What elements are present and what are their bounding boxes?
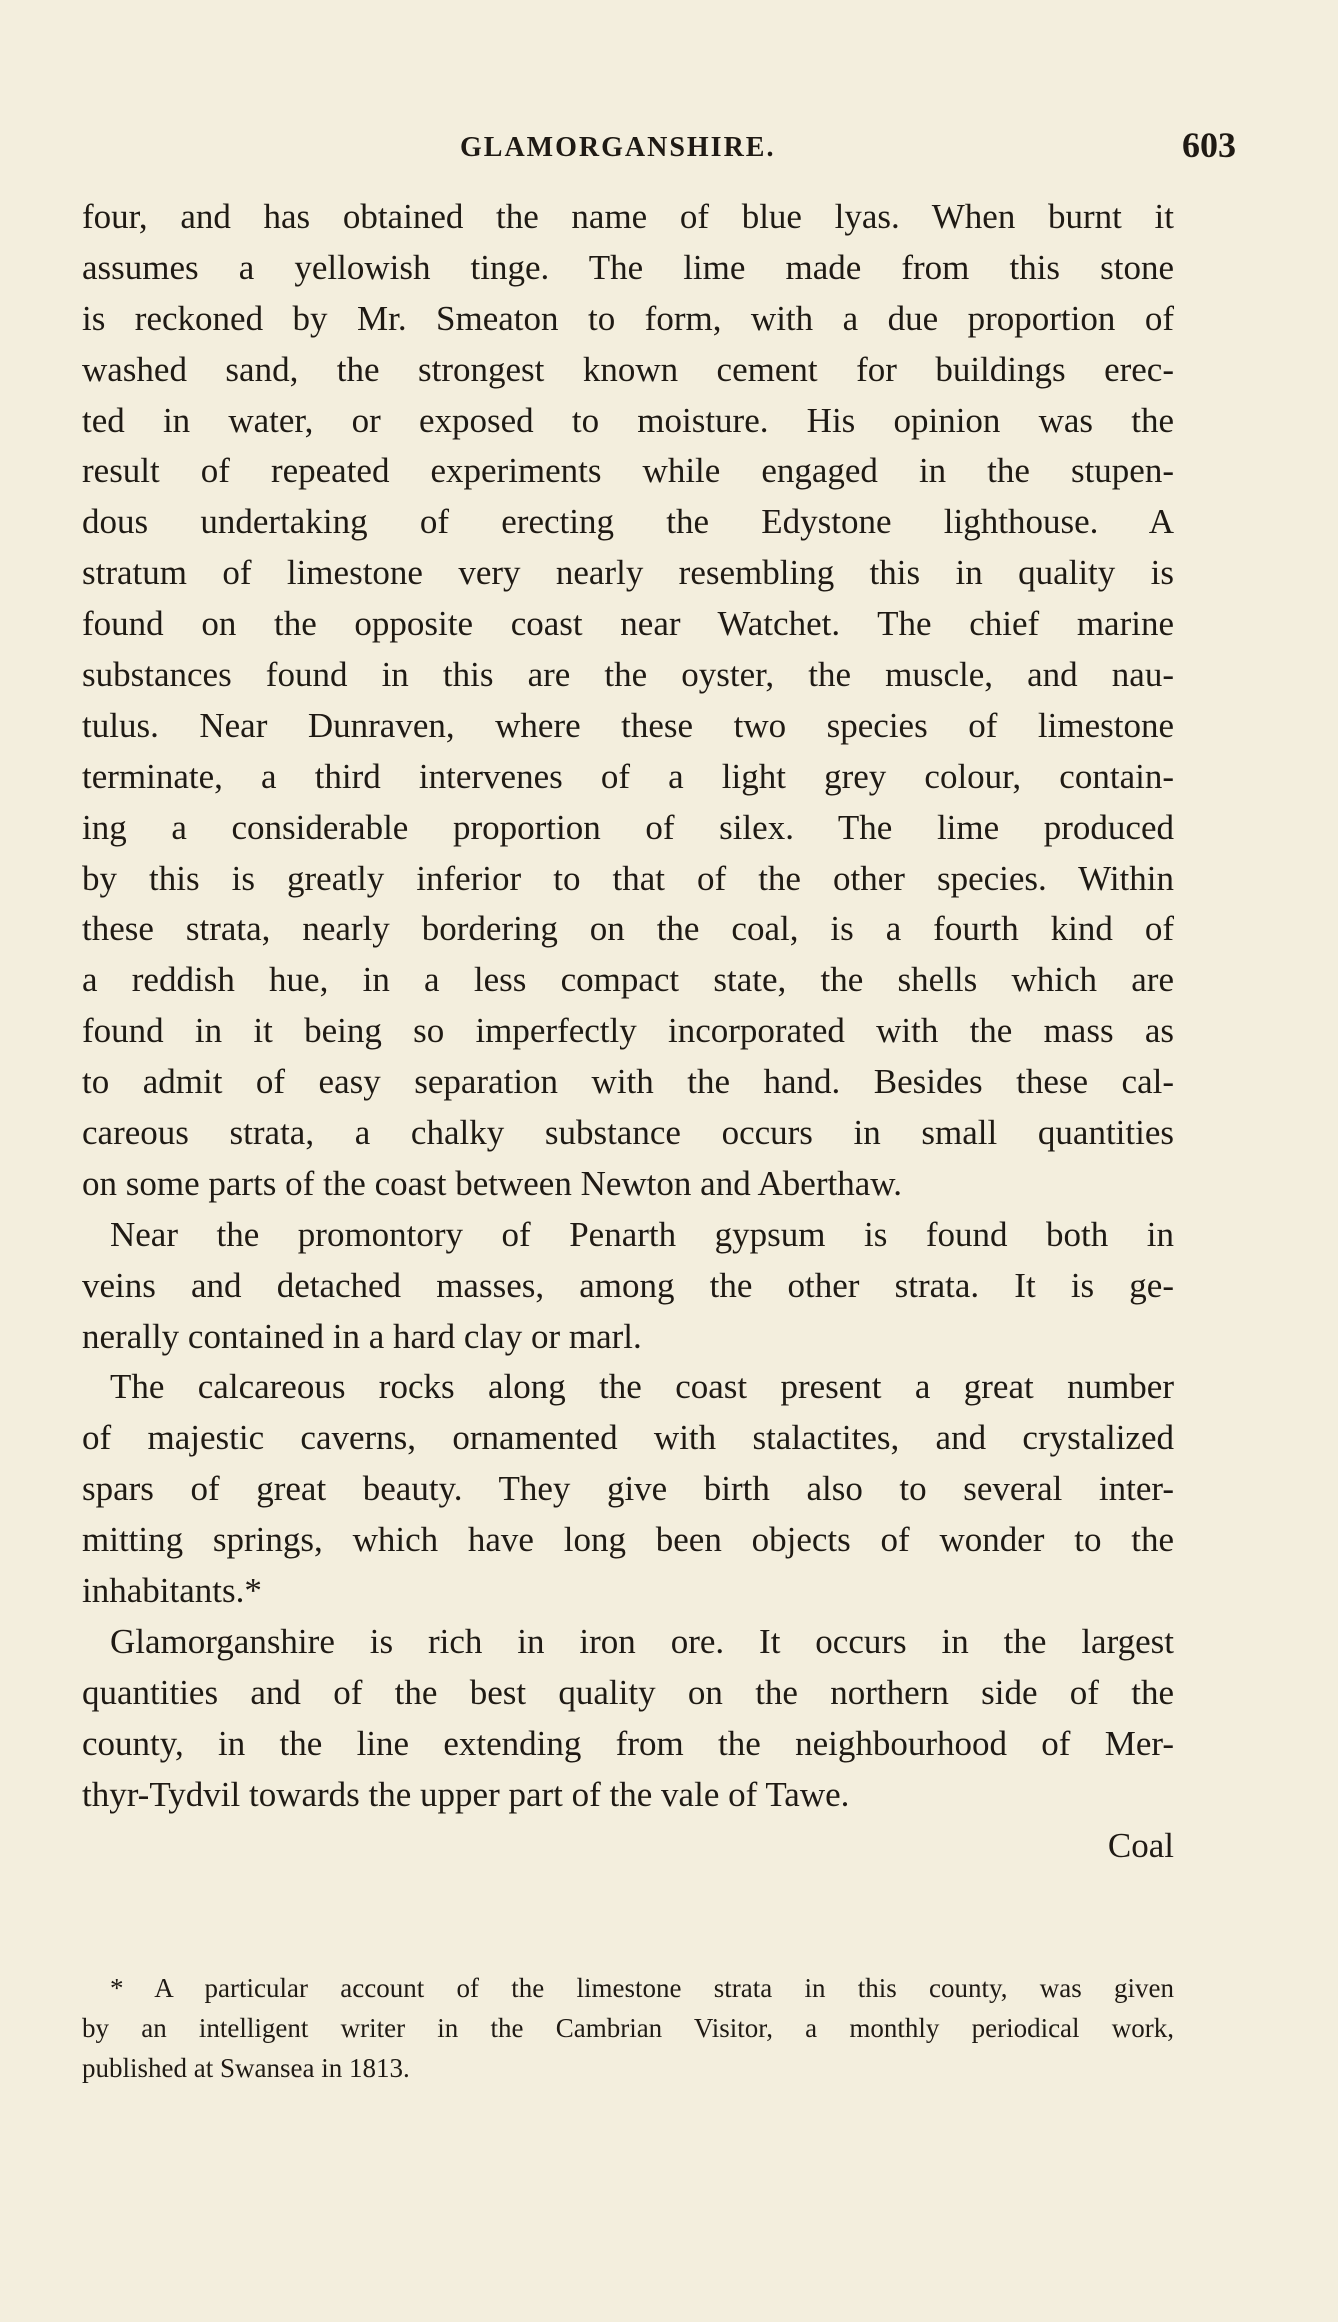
text-line: four, and has obtained the name of blue lyas. When burnt it bbox=[82, 197, 1174, 236]
page-header bbox=[82, 125, 1236, 172]
text-line: result of repeated experiments while engaged in the stupen- bbox=[82, 451, 1174, 491]
text-line: Glamorganshire is rich in iron ore. It occurs in the largest bbox=[110, 1621, 1174, 1661]
text-line: inhabitants.* bbox=[82, 1571, 262, 1611]
body-text bbox=[82, 192, 1174, 1871]
text-line: found in it being so imperfectly incorporated with the mass as bbox=[82, 1011, 1174, 1051]
text-line: tulus. Near Dunraven, where these two species of limestone bbox=[82, 705, 1174, 745]
footnote-line: * A particular account of the limestone strata in this county, was given bbox=[110, 1973, 1174, 2003]
text-line: a reddish hue, in a less compact state, the shells which are bbox=[82, 960, 1174, 1000]
text-line: of majestic caverns, ornamented with stalactites, and crystalized bbox=[82, 1418, 1174, 1458]
running-head: GLAMORGANSHIRE. bbox=[460, 132, 776, 163]
text-line: spars of great beauty. They give birth also to several inter- bbox=[82, 1469, 1174, 1509]
text-line: dous undertaking of erecting the Edystone lighthouse. A bbox=[82, 502, 1174, 542]
text-line: county, in the line extending from the neighbourhood of Mer- bbox=[82, 1723, 1174, 1763]
footnote bbox=[82, 1968, 1174, 2088]
text-line: thyr-Tydvil towards the upper part of the vale of Tawe. bbox=[82, 1774, 850, 1814]
footnote-line: by an intelligent writer in the Cambrian Visitor, a monthly periodical work, bbox=[82, 2013, 1174, 2043]
text-line: veins and detached masses, among the other strata. It is ge- bbox=[82, 1265, 1174, 1305]
text-line: these strata, nearly bordering on the coal, is a fourth kind of bbox=[82, 909, 1174, 949]
text-line: by this is greatly inferior to that of the other species. Within bbox=[82, 858, 1174, 898]
text-line: on some parts of the coast between Newton and Aberthaw. bbox=[82, 1163, 902, 1203]
text-line: found on the opposite coast near Watchet. The chief marine bbox=[82, 604, 1174, 644]
text-line: The calcareous rocks along the coast present a great number bbox=[110, 1367, 1174, 1407]
text-line: is reckoned by Mr. Smeaton to form, with a due proportion of bbox=[82, 298, 1174, 338]
text-line: terminate, a third intervenes of a light grey colour, contain- bbox=[82, 756, 1174, 796]
text-line: quantities and of the best quality on the northern side of the bbox=[82, 1672, 1174, 1712]
text-line: nerally contained in a hard clay or marl. bbox=[82, 1316, 642, 1356]
text-line: stratum of limestone very nearly resembling this in quality is bbox=[82, 553, 1174, 593]
text-line: Near the promontory of Penarth gypsum is found both in bbox=[110, 1214, 1174, 1254]
text-line: mitting springs, which have long been objects of wonder to the bbox=[82, 1520, 1174, 1560]
text-line: substances found in this are the oyster, the muscle, and nau- bbox=[82, 655, 1174, 695]
text-line: ted in water, or exposed to moisture. His opinion was the bbox=[82, 400, 1174, 440]
text-line: ing a considerable proportion of silex. The lime produced bbox=[82, 807, 1174, 847]
footnote-line: published at Swansea in 1813. bbox=[82, 2053, 410, 2083]
catchword: Coal bbox=[1107, 1825, 1174, 1865]
page-number: 603 bbox=[1182, 125, 1236, 165]
text-line: assumes a yellowish tinge. The lime made from this stone bbox=[82, 247, 1174, 287]
text-line: to admit of easy separation with the hand. Besides these cal- bbox=[82, 1062, 1174, 1102]
text-line: washed sand, the strongest known cement for buildings erec- bbox=[82, 349, 1174, 389]
text-line: careous strata, a chalky substance occurs in small quantities bbox=[82, 1113, 1174, 1153]
